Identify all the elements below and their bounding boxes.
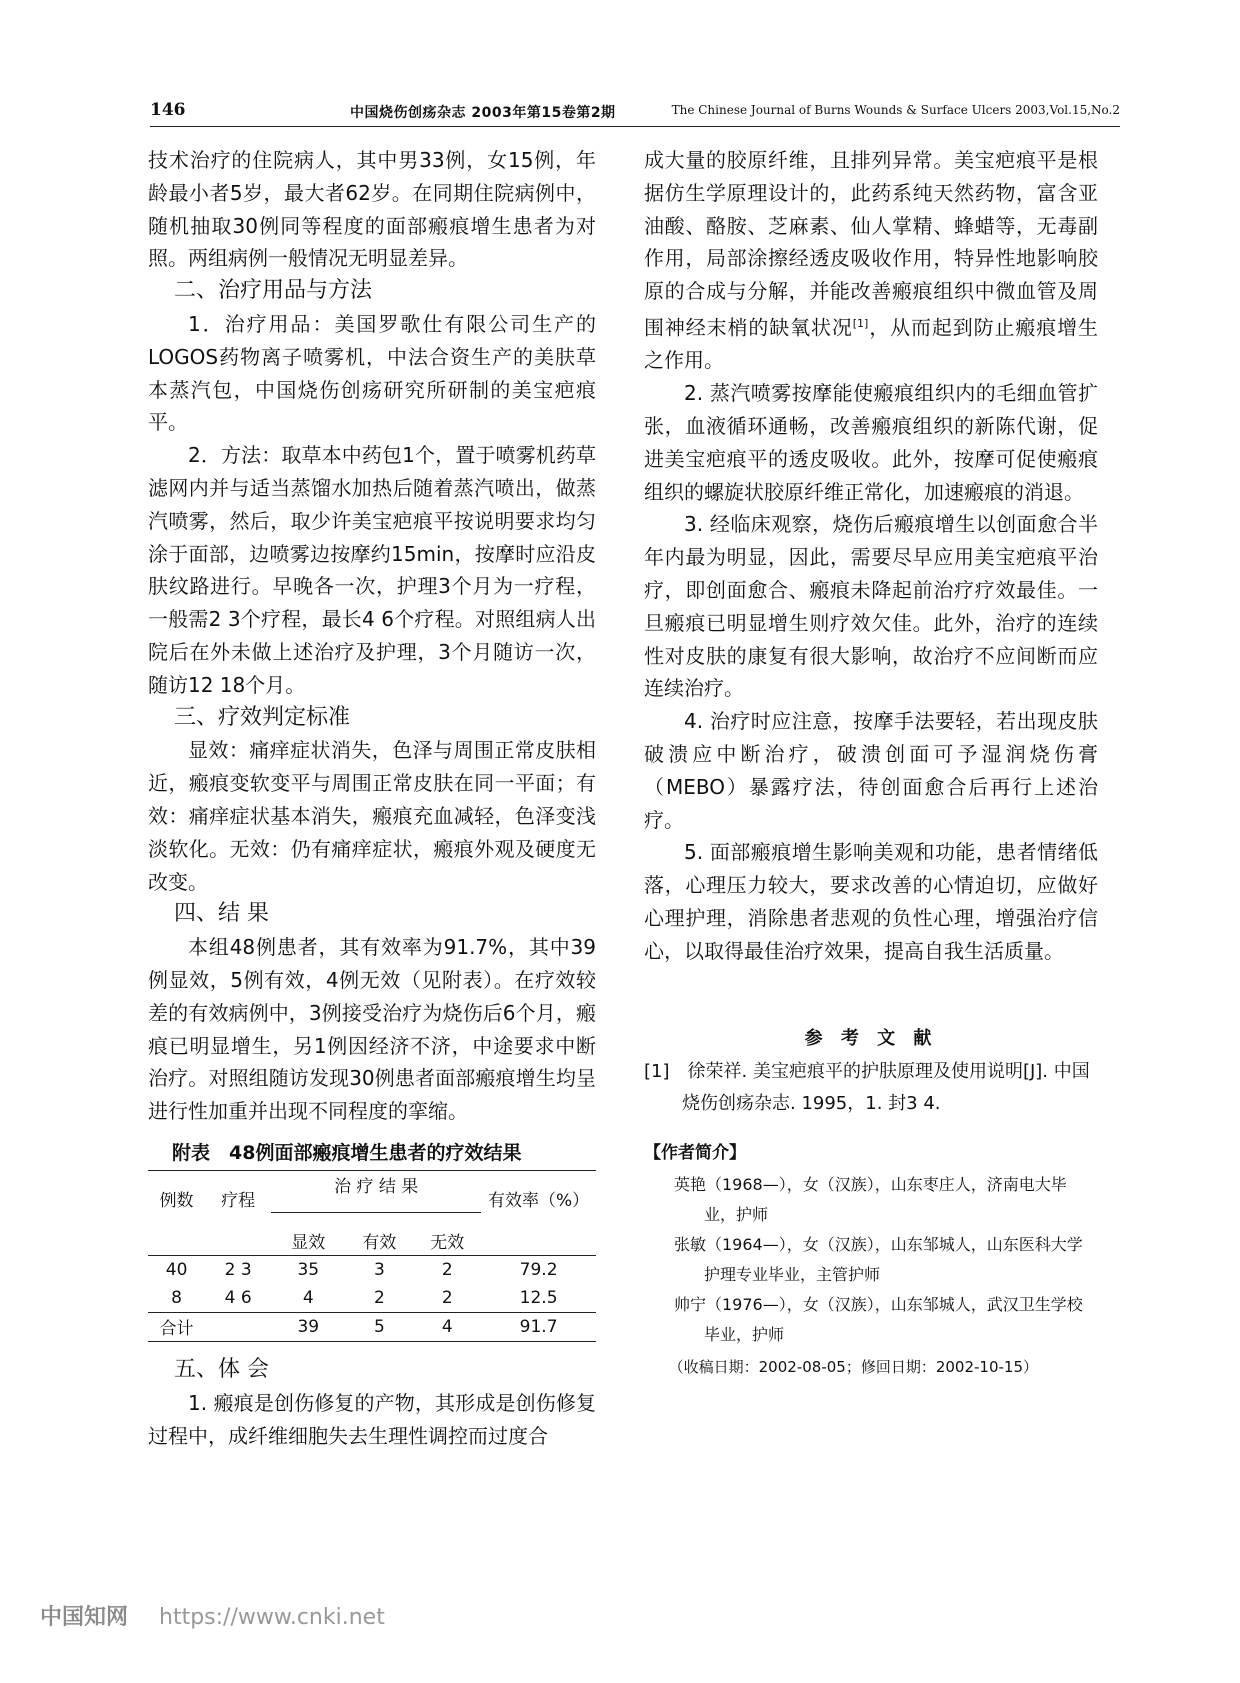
reference-item: [1] 徐荣祥. 美宝疤痕平的护肤原理及使用说明[J]. 中国烧伤创疡杂志. 1995，1. 封3 4. xyxy=(644,1060,1090,1114)
watermark-footer xyxy=(40,1600,385,1631)
paragraph xyxy=(644,144,1098,377)
results-table xyxy=(148,1170,596,1342)
paragraph: 2. 蒸汽喷雾按摩能使瘢痕组织内的毛细血管扩张，血液循环通畅，改善瘢痕组织的新陈代谢，促进美宝疤痕平的透皮吸收。此外，按摩可促使瘢痕组织的螺旋状胶原纤维正常化，加速瘢痕的消退。 xyxy=(644,381,1098,504)
paragraph: 2．方法：取草本中药包1个，置于喷雾机药草滤网内并与适当蒸馏水加热后随着蒸汽喷出，做蒸汽喷雾，然后，取少许美宝疤痕平按说明要求均匀涂于面部，边喷雾边按摩约15min，按摩时应沿皮肤纹路进行。早晚各一次，护理3个月为一疗程，一般需2 3个疗程，最长4 6个疗程。对照组病人出院后在外未做上述治疗及护理，3个月随访一次，随访12 18个月。 xyxy=(148,443,596,697)
cell-rate: 79.2 xyxy=(481,1255,596,1284)
cell-wu: 2 xyxy=(413,1255,481,1284)
cell-cases: 8 xyxy=(171,1287,182,1308)
table-header-wu: 无效 xyxy=(430,1233,465,1254)
section-heading: 三、疗效判定标准 xyxy=(174,704,351,730)
table-total-row xyxy=(148,1312,596,1341)
cell-course: 4 6 xyxy=(224,1287,252,1308)
right-column xyxy=(644,144,1098,1382)
journal-title-cn: 中国烧伤创疡杂志 2003年第15卷第2期 xyxy=(350,105,616,121)
cnki-logo: 中国知网 xyxy=(40,1605,129,1630)
cell-you: 2 xyxy=(373,1287,385,1308)
table-header-divider xyxy=(271,1199,481,1227)
paragraph: 显效：痛痒症状消失，色泽与周围正常皮肤相近，瘢痕变软变平与周围正常皮肤在同一平面；有效：痛痒症状基本消失，瘢痕充血减轻，色泽变浅淡软化。无效：仍有痛痒症状，瘢痕外观及硬度无改变。 xyxy=(148,738,596,894)
author-bio: 英艳（1968—），女（汉族），山东枣庄人，济南电大毕业，护师 xyxy=(674,1174,1067,1224)
table-header-course: 疗程 xyxy=(205,1170,271,1227)
received-dates: （收稿日期：2002-08-05；修回日期：2002-10-15） xyxy=(668,1357,1038,1376)
paragraph: 1．治疗用品：美国罗歌仕有限公司生产的LOGOS药物离子喷雾机，中法合资生产的美肤草本蒸汽包，中国烧伤创疡研究所研制的美宝疤痕平。 xyxy=(148,311,596,435)
running-header xyxy=(150,100,1120,126)
cell-you: 5 xyxy=(345,1312,413,1341)
paragraph: 1. 瘢痕是创伤修复的产物，其形成是创伤修复过程中，成纤维细胞失去生理性调控而过度合 xyxy=(148,1390,596,1448)
cell-course xyxy=(205,1312,271,1341)
table-caption: 附表 48例面部瘢痕增生患者的疗效结果 xyxy=(172,1141,522,1164)
cell-rate: 12.5 xyxy=(519,1287,558,1308)
left-column xyxy=(148,144,596,1452)
cell-rate: 91.7 xyxy=(481,1312,596,1341)
references-heading: 参 考 文 献 xyxy=(804,1027,938,1049)
author-bio: 张敏（1964—），女（汉族），山东邹城人，山东医科大学护理专业毕业，主管护师 xyxy=(674,1234,1083,1284)
cnki-url[interactable]: https://www.cnki.net xyxy=(159,1605,385,1630)
cell-total-label: 合计 xyxy=(148,1312,205,1341)
paragraph: 技术治疗的住院病人，其中男33例，女15例，年龄最小者5岁，最大者62岁。在同期住院病例中，随机抽取30例同等程度的面部瘢痕增生患者为对照。两组病例一般情况无明显差异。 xyxy=(148,148,596,271)
section-heading: 四、结 果 xyxy=(174,901,269,927)
paragraph: 5. 面部瘢痕增生影响美观和功能，患者情绪低落，心理压力较大，要求改善的心情迫切，应做好心理护理，消除患者悲观的负性心理，增强治疗信心，以取得最佳治疗效果，提高自我生活质量。 xyxy=(644,840,1098,963)
cell-xian: 4 xyxy=(302,1287,314,1308)
paragraph: 本组48例患者，其有效率为91.7%，其中39例显效，5例有效，4例无效（见附表）。在疗效较差的有效病例中，3例接受治疗为烧伤后6个月，瘢痕已明显增生，另1例因经济不济，中途要求中断治疗。对照组随访发现30例患者面部瘢痕增生均呈进行性加重并出现不同程度的挛缩。 xyxy=(148,935,596,1124)
section-heading: 二、治疗用品与方法 xyxy=(174,278,373,304)
citation-marker: [1] xyxy=(852,316,869,330)
table-row xyxy=(148,1284,596,1313)
cell-you: 3 xyxy=(345,1255,413,1284)
table-header-result xyxy=(271,1170,481,1199)
cell-course: 2 3 xyxy=(205,1255,271,1284)
table-header-rate: 有效率（%） xyxy=(481,1170,596,1227)
table-header-result-label: 治 疗 结 果 xyxy=(334,1177,419,1198)
cell-xian: 39 xyxy=(271,1312,345,1341)
cell-xian: 35 xyxy=(271,1255,345,1284)
journal-title-en: The Chinese Journal of Burns Wounds & Surface Ulcers 2003,Vol.15,No.2 xyxy=(671,103,1120,117)
section-heading: 五、体 会 xyxy=(174,1356,269,1382)
author-info-heading: 【作者简介】 xyxy=(644,1142,746,1163)
table-header-cases: 例数 xyxy=(148,1170,205,1227)
cell-wu: 2 xyxy=(441,1287,453,1308)
paragraph: 3. 经临床观察，烧伤后瘢痕增生以创面愈合半年内最为明显，因此，需要尽早应用美宝疤痕平治疗，即创面愈合、瘢痕未降起前治疗疗效最佳。一旦瘢痕已明显增生则疗效欠佳。此外，治疗的连续性对皮肤的康复有很大影响，故治疗不应间断而应连续治疗。 xyxy=(644,512,1098,701)
cell-cases: 40 xyxy=(148,1255,205,1284)
header-rule xyxy=(150,126,1120,127)
table-row xyxy=(148,1255,596,1284)
table-header-you: 有效 xyxy=(362,1233,397,1254)
paragraph: 4. 治疗时应注意，按摩手法要轻，若出现皮肤破溃应中断治疗，破溃创面可予湿润烧伤膏（MEBO）暴露疗法，待创面愈合后再行上述治疗。 xyxy=(644,709,1098,832)
table-header-xian: 显效 xyxy=(291,1233,326,1254)
author-bio: 帅宁（1976—），女（汉族），山东邹城人，武汉卫生学校毕业，护师 xyxy=(674,1294,1083,1344)
paragraph-text: ，从而起到防止瘢痕增生之作用。 xyxy=(644,315,1099,373)
cell-wu: 4 xyxy=(413,1312,481,1341)
paragraph-text: 成大量的胶原纤维，且排列异常。美宝疤痕平是根据仿生学原理设计的，此药系纯天然药物，富含亚油酸、酪胺、芝麻素、仙人掌精、蜂蜡等，无毒副作用，局部涂擦经透皮吸收作用，特异性地影响胶原的合成与分解，并能改善瘢痕组织中微血管及周围神经末梢的缺氧状况 xyxy=(644,148,1098,340)
page-number: 146 xyxy=(150,100,186,120)
